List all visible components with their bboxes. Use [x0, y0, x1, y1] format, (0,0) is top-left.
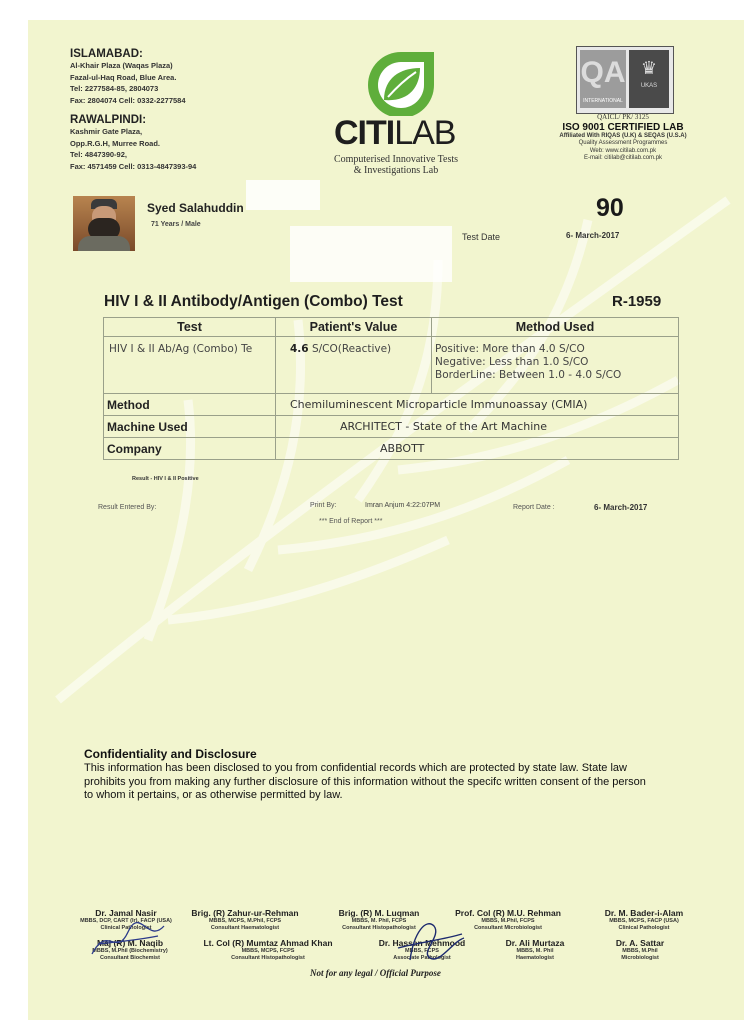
test-name-text: HIV I & II Ab/Ag (Combo) Te — [109, 343, 253, 355]
doctor-qualifications: MBBS, MCPS, FACP (USA) — [609, 918, 679, 924]
doctor-signature-block — [185, 908, 305, 931]
test-name — [104, 337, 276, 394]
brand-bold: CITI — [334, 114, 395, 152]
patient-photo — [73, 196, 135, 251]
value-unit: S/CO(Reactive) — [311, 343, 392, 355]
crown-mark-label: UKAS — [640, 83, 658, 89]
result-entered-by: Result Entered By: — [98, 504, 157, 511]
confidentiality-line: to whom it pertains, or as otherwise permitted by law. — [84, 789, 343, 801]
confidentiality-line: This information has been disclosed to you from confidential records which are protected by state law. State law — [84, 762, 627, 774]
test-date: 6- March-2017 — [566, 231, 620, 240]
address-line: Opp.R.G.H, Murree Road. — [70, 138, 161, 148]
header-patient-value: Patient's Value — [276, 318, 432, 337]
iso-certified: ISO 9001 CERTIFIED LAB — [562, 121, 684, 133]
test-date-label: Test Date — [462, 232, 501, 242]
patient-number: 90 — [596, 194, 624, 222]
range-borderline: BorderLine: Between 1.0 - 4.0 S/CO — [435, 369, 622, 381]
range-positive: Positive: More than 4.0 S/CO — [435, 343, 585, 355]
doctor-qualifications: MBBS, M.Phil, FCPS — [481, 918, 535, 924]
result-note: Result - HIV I & II Positive — [132, 476, 199, 482]
doctor-signature-block — [594, 908, 694, 931]
report-date: 6- March-2017 — [594, 503, 648, 512]
method-value: Chemiluminescent Microparticle Immunoassay (CMIA) — [276, 394, 679, 416]
confidentiality-text — [84, 762, 674, 803]
doctor-signature-block — [490, 938, 580, 961]
rawalpindi-address — [70, 114, 196, 172]
crown-mark-icon: ♛ UKAS — [629, 50, 669, 108]
doctor-role: Microbiologist — [621, 954, 659, 961]
address-line: Kashmir Gate Plaza, — [70, 127, 143, 136]
doctor-name: Dr. Hassan Mehmood — [378, 938, 466, 948]
doctor-role: Consultant Microbiologist — [474, 924, 542, 931]
address-line: Al-Khair Plaza (Waqas Plaza) — [70, 61, 173, 70]
confidentiality-heading: Confidentiality and Disclosure — [84, 747, 257, 761]
doctor-role: Consultant Histopathologist — [342, 924, 416, 931]
qa-mark-label: INTERNATIONAL — [583, 98, 623, 104]
address-line: Tel: 2277584-85, 2804073 — [70, 84, 159, 93]
doctor-name: Lt. Col (R) Mumtaz Ahmad Khan — [203, 938, 333, 948]
confidentiality-line: prohibits you from making any further disclosure of this information without the specifc written consent of the person — [84, 775, 646, 788]
doctor-role: Clinical Pathologist — [618, 924, 670, 931]
print-by-label: Print By: — [310, 502, 337, 509]
patient-value — [276, 337, 432, 394]
citilab-leaf-logo-icon — [366, 50, 436, 116]
doctor-name: Dr. Ali Murtaza — [505, 938, 565, 948]
redacted-box — [246, 180, 320, 210]
tagline-line: Computerised Innovative Tests — [333, 154, 459, 165]
islamabad-heading: ISLAMABAD: — [70, 48, 143, 60]
programmes: Quality Assessment Programmes — [578, 140, 668, 146]
end-of-report: *** End of Report *** — [319, 518, 383, 525]
doctor-name: Brig. (R) M. Luqman — [338, 908, 420, 918]
header-test: Test — [104, 318, 276, 337]
doctor-role: Haematologist — [516, 954, 554, 961]
doctor-qualifications: MBBS, MCPS, FCPS — [241, 948, 295, 954]
islamabad-address — [70, 48, 186, 106]
machine-label: Machine Used — [104, 416, 276, 438]
doctor-qualifications: MBBS, M.Phil — [622, 948, 658, 954]
doctor-role: Clinical Pathologist — [100, 924, 152, 931]
rawalpindi-heading: RAWALPINDI: — [70, 114, 147, 126]
handwritten-signature — [390, 912, 470, 968]
address-line: Fax: 2804074 Cell: 0332-2277584 — [70, 95, 186, 105]
reference-ranges — [432, 337, 679, 394]
header-method-used: Method Used — [432, 318, 679, 337]
doctor-role: Consultant Biochemist — [100, 954, 160, 961]
report-page — [28, 20, 744, 1020]
web-address: Web: www.citilab.com.pk — [589, 147, 657, 154]
report-date-label: Report Date : — [513, 504, 555, 511]
results-table — [103, 317, 679, 460]
qaicl-number: QAICL/ PK/ 3125 — [597, 113, 649, 121]
doctor-qualifications: MBBS, M. Phil — [516, 948, 554, 954]
address-line: Fax: 4571459 Cell: 0313-4847393-94 — [70, 161, 197, 171]
doctor-name: Maj (R) M. Naqib — [96, 938, 164, 948]
brand-light: LAB — [394, 114, 456, 152]
citilab-tagline — [320, 154, 472, 176]
redacted-box — [290, 226, 452, 282]
report-title: HIV I & II Antibody/Antigen (Combo) Test — [104, 293, 403, 310]
patient-age-sex: 71 Years / Male — [151, 221, 201, 228]
machine-value: ARCHITECT - State of the Art Machine — [276, 416, 679, 438]
tagline-line: & Investigations Lab — [353, 165, 439, 176]
print-by: Imran Anjum 4:22:07PM — [365, 502, 441, 509]
handwritten-signature — [88, 914, 168, 964]
doctor-signature-block — [598, 938, 682, 961]
doctor-name: Dr. M. Bader-i-Alam — [604, 908, 684, 918]
method-label: Method — [104, 394, 276, 416]
doctor-name: Dr. A. Sattar — [615, 938, 665, 948]
doctor-name: Brig. (R) Zahur-ur-Rehman — [191, 908, 299, 918]
range-negative: Negative: Less than 1.0 S/CO — [435, 356, 589, 368]
qa-mark-icon: QA INTERNATIONAL — [580, 50, 626, 108]
affiliation: Affiliated With RIQAS (U.K) & SEQAS (U.S.A) — [559, 132, 687, 139]
disclaimer: Not for any legal / Official Purpose — [310, 968, 441, 978]
doctor-qualifications: MBBS, M. Phil, FCPS — [351, 918, 407, 924]
doctor-name: Dr. Jamal Nasir — [95, 908, 157, 918]
patient-name: Syed Salahuddin — [147, 201, 244, 215]
doctor-role: Consultant Haematologist — [210, 924, 280, 931]
doctor-signature-block — [198, 938, 338, 961]
doctor-qualifications: MBBS, MCPS, M.Phil, FCPS — [208, 918, 282, 924]
value-number: 4.6 — [290, 343, 309, 355]
certification-text — [548, 114, 698, 163]
address-line: Fazal-ul-Haq Road, Blue Area. — [70, 72, 177, 82]
doctor-qualifications: MBBS, FCPS — [405, 948, 439, 954]
address-line: Tel: 4847390-92, — [70, 150, 127, 159]
citilab-wordmark — [334, 114, 455, 153]
report-ref: R-1959 — [612, 293, 662, 310]
company-label: Company — [104, 438, 276, 460]
doctor-qualifications: MBBS, DCP, CART (Ir), FACP (USA) — [80, 918, 172, 924]
certification-badge — [576, 46, 674, 114]
company-value: ABBOTT — [276, 438, 679, 460]
email-address: E-mail: citilab@citilab.com.pk — [583, 155, 663, 161]
doctor-qualifications: MBBS, M.Phil (Biochemistry) — [92, 948, 168, 954]
doctor-name: Prof. Col (R) M.U. Rehman — [455, 908, 561, 918]
doctor-role: Associate Pathologist — [393, 954, 451, 961]
doctor-role: Consultant Histopathologist — [231, 954, 305, 961]
